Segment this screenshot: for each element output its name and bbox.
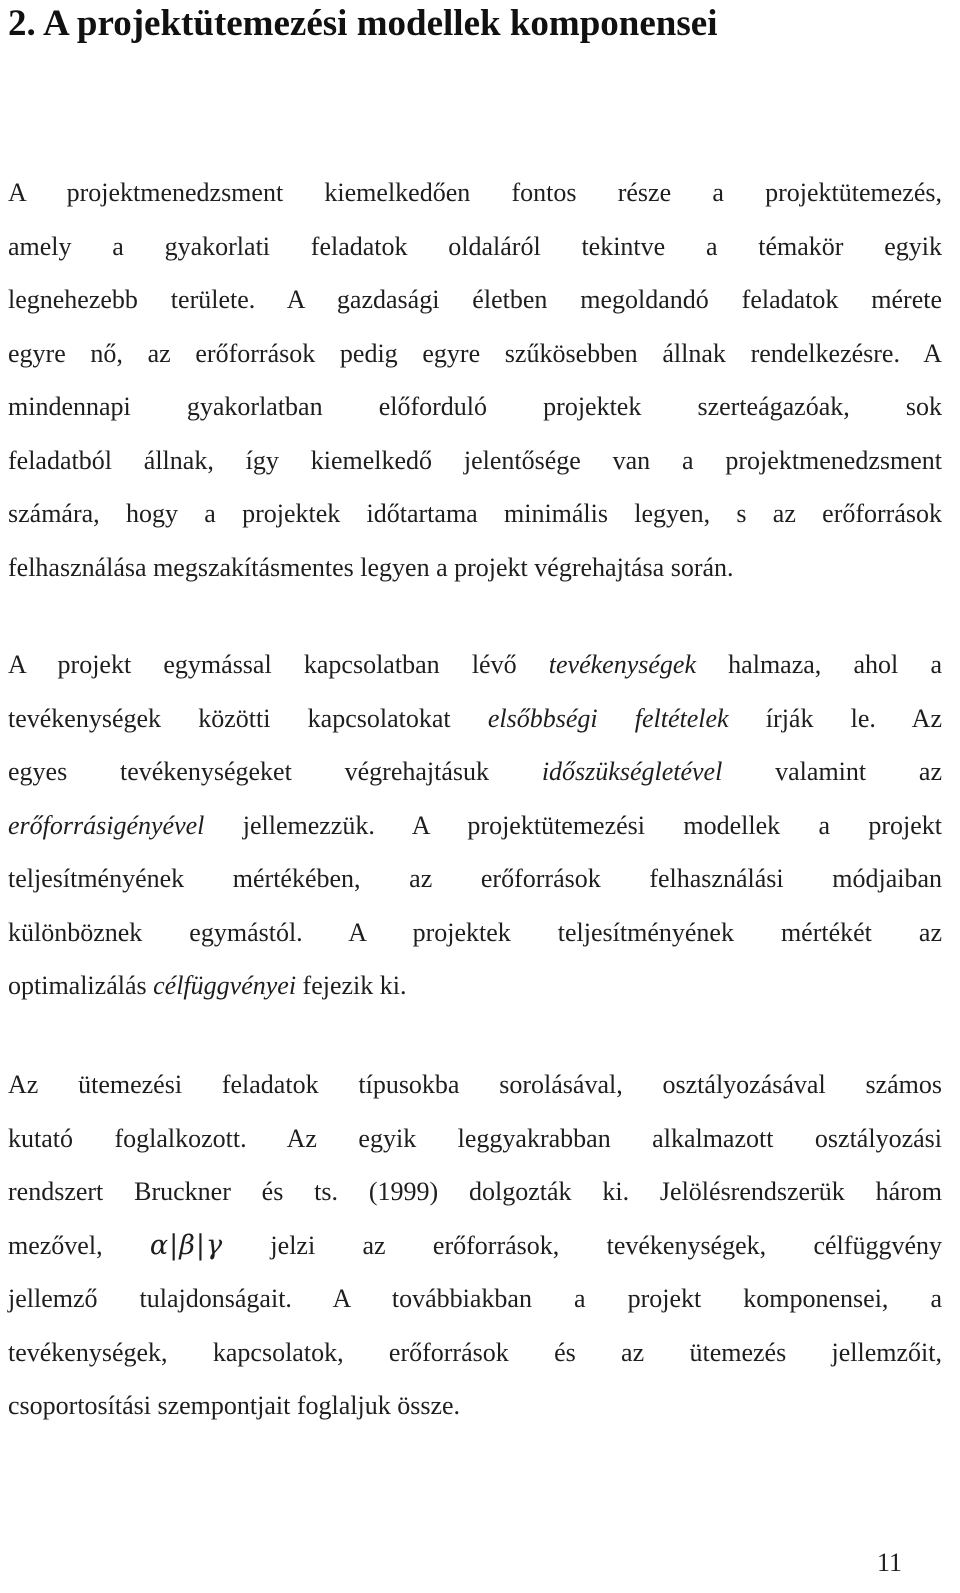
text-run: írják le. Az [728, 703, 943, 733]
italic-term: erőforrásigényével [8, 810, 205, 840]
text-run: tevékenységek közötti kapcsolatokat [8, 703, 488, 733]
paragraph-line: egyre nő, az erőforrások pedig egyre szűkösebben állnak rendelkezésre. A [8, 338, 942, 368]
paragraph-line [8, 799, 942, 853]
paragraph-line: A projektmenedzsment kiemelkedően fontos része a projektütemezés, [8, 178, 942, 207]
paragraph-line: rendszert Bruckner és ts. (1999) dolgozták ki. Jelölésrendszerük három [8, 1177, 942, 1206]
paragraph-classification [8, 1058, 942, 1433]
paragraph-line [8, 1219, 942, 1273]
page-number: 11 [876, 1548, 902, 1577]
text-run: optimalizálás [8, 971, 154, 1000]
text-run: A projekt egymással kapcsolatban lévő [8, 650, 549, 679]
paragraph-line: kutató foglalkozott. Az egyik leggyakrabban alkalmazott osztályozási [8, 1123, 942, 1153]
paragraph-intro [8, 166, 942, 594]
notation-alpha-beta-gamma: α|β|γ [149, 1229, 224, 1261]
paragraph-line: legnehezebb területe. A gazdasági életben megoldandó feladatok mérete [8, 285, 942, 314]
paragraph-line: jellemző tulajdonságait. A továbbiakban a projekt komponensei, a [8, 1284, 942, 1313]
text-run: mezővel, [8, 1230, 150, 1260]
paragraph-line: feladatból állnak, így kiemelkedő jelentősége van a projektmenedzsment [8, 445, 942, 475]
paragraph-line [8, 692, 942, 746]
italic-term: tevékenységek [548, 650, 696, 679]
paragraph-line: amely a gyakorlati feladatok oldaláról tekintve a témakör egyik [8, 231, 942, 261]
paragraph-line: csoportosítási szempontjait foglaljuk össze. [8, 1391, 461, 1420]
paragraph-line: teljesítményének mértékében, az erőforrások felhasználási módjaiban [8, 864, 942, 893]
text-run: jellemezzük. A projektütemezési modellek a projekt [204, 810, 942, 840]
paragraph-line: mindennapi gyakorlatban előforduló projektek szerteágazóak, sok [8, 392, 942, 421]
section-heading: 2. A projektütemezési modellek komponensei [8, 3, 718, 44]
italic-term: elsőbbségi feltételek [487, 703, 729, 733]
paragraph-line [8, 638, 942, 692]
text-run: egyes tevékenységeket végrehajtásuk [8, 757, 542, 786]
paragraph-definitions [8, 638, 942, 1013]
paragraph-line [8, 959, 942, 1013]
paragraph-line [8, 745, 942, 799]
italic-term: célfüggvényei [153, 971, 297, 1000]
paragraph-line: számára, hogy a projektek időtartama minimális legyen, s az erőforrások [8, 499, 942, 528]
text-run: valamint az [722, 757, 943, 786]
text-run: jelzi az erőforrások, tevékenységek, célfüggvény [223, 1230, 942, 1260]
paragraph-line: Az ütemezési feladatok típusokba sorolásával, osztályozásával számos [8, 1070, 942, 1099]
text-run: halmaza, ahol a [695, 650, 942, 679]
text-run: fejezik ki. [296, 971, 407, 1000]
paragraph-line: felhasználása megszakításmentes legyen a projekt végrehajtása során. [8, 552, 734, 582]
italic-term: időszükségletével [541, 757, 723, 786]
paragraph-line: különböznek egymástól. A projektek teljesítményének mértékét az [8, 917, 942, 947]
paragraph-line: tevékenységek, kapcsolatok, erőforrások és az ütemezés jellemzőit, [8, 1337, 942, 1367]
